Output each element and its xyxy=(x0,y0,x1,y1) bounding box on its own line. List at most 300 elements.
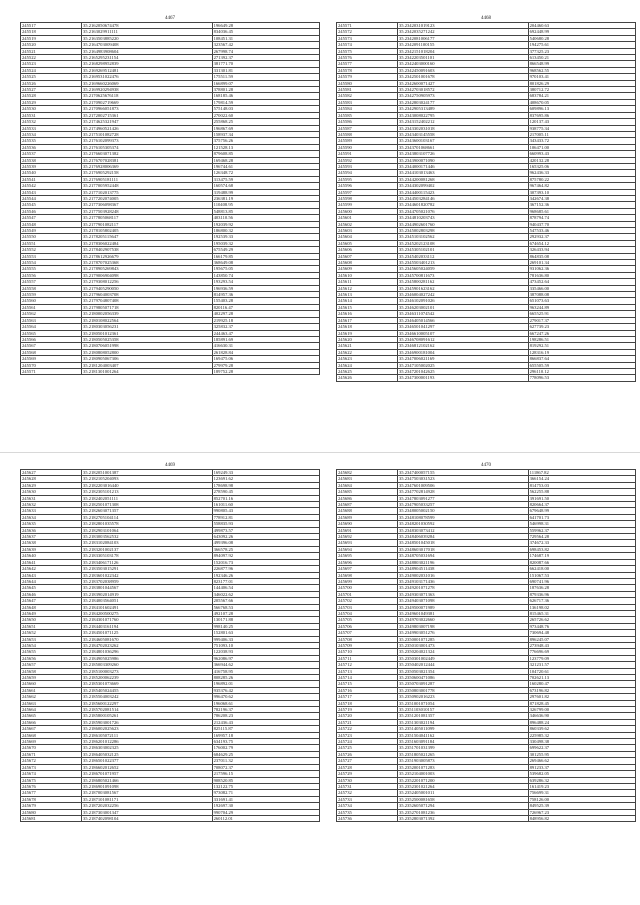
value-cell: 346636.90 xyxy=(528,713,635,719)
value-cell: 820116.47 xyxy=(212,304,319,310)
coordinate-cell: 35.2343152402212 xyxy=(397,119,528,125)
value-cell: 122038.93 xyxy=(212,649,319,655)
coordinate-cell: 35.2349303071363 xyxy=(397,591,528,597)
value-cell: 698453.82 xyxy=(528,546,635,552)
value-cell: 699622.37 xyxy=(528,745,635,751)
row-id-cell: 245649 xyxy=(21,610,82,616)
row-id-cell: 245527 xyxy=(21,87,82,93)
value-cell: 110408.95 xyxy=(212,202,319,208)
row-id-cell: 245545 xyxy=(21,202,82,208)
row-id-cell: 245701 xyxy=(337,591,398,597)
value-cell: 391691.50 xyxy=(528,495,635,501)
page-number: 4469 xyxy=(165,463,175,468)
value-cell: 111867.82 xyxy=(528,470,635,476)
row-id-cell: 245559 xyxy=(21,292,82,298)
value-cell: 692448.99 xyxy=(528,29,635,35)
value-cell: 690741.96 xyxy=(528,578,635,584)
coordinate-cell: 35.2182501071308 xyxy=(81,502,212,508)
value-cell: 151067.53 xyxy=(528,572,635,578)
value-cell: 931062.36 xyxy=(528,266,635,272)
table-row xyxy=(337,375,636,381)
coordinate-cell: 35.2351603091184 xyxy=(397,739,528,745)
row-id-cell: 245721 xyxy=(337,719,398,725)
value-cell: 499873.57 xyxy=(212,527,319,533)
value-cell: 967464.82 xyxy=(528,183,635,189)
page-separator xyxy=(0,452,640,453)
value-cell: 547533.46 xyxy=(528,228,635,234)
coordinate-cell: 35.2176928006369 xyxy=(81,163,212,169)
row-id-cell: 245607 xyxy=(337,253,398,259)
value-cell: 307393.10 xyxy=(528,189,635,195)
value-cell: 962086.97 xyxy=(212,655,319,661)
value-cell: 166179.85 xyxy=(212,253,319,259)
value-cell: 335466.00 xyxy=(528,285,635,291)
coordinate-cell: 35.2343302031018 xyxy=(397,125,528,131)
value-cell: 380712.72 xyxy=(528,87,635,93)
value-cell: 402297.28 xyxy=(212,311,319,317)
value-cell: 673196.82 xyxy=(528,687,635,693)
row-id-cell: 245565 xyxy=(21,330,82,336)
coordinate-cell: 35.2349201071278 xyxy=(397,585,528,591)
row-id-cell: 245619 xyxy=(337,330,398,336)
value-cell: 643092.26 xyxy=(212,534,319,540)
row-id-cell: 245717 xyxy=(337,694,398,700)
row-id-cell: 245648 xyxy=(21,604,82,610)
coordinate-cell: 35.2182402051111 xyxy=(81,495,212,501)
row-id-cell: 245665 xyxy=(21,713,82,719)
value-cell: 160574.68 xyxy=(212,183,319,189)
coordinate-cell: 35.2349103171436 xyxy=(397,578,528,584)
value-cell: 121528.13 xyxy=(212,144,319,150)
row-id-cell: 245571 xyxy=(21,368,82,374)
coordinate-cell: 35.2348603017018 xyxy=(397,546,528,552)
row-id-cell: 245680 xyxy=(21,809,82,815)
row-id-cell: 245624 xyxy=(337,362,398,368)
coordinate-cell: 35.2182305101213 xyxy=(81,489,212,495)
coordinate-cell: 35.2346812102162 xyxy=(397,343,528,349)
value-cell: 205567.66 xyxy=(212,598,319,604)
coordinate-cell: 35.2348108078599 xyxy=(397,514,528,520)
row-id-cell: 245554 xyxy=(21,260,82,266)
row-id-cell: 245576 xyxy=(337,55,398,61)
row-id-cell: 245642 xyxy=(21,566,82,572)
value-cell: 808285.26 xyxy=(212,675,319,681)
value-cell: 296110.12 xyxy=(528,368,635,374)
value-cell: 366944.62 xyxy=(212,662,319,668)
row-id-cell: 245620 xyxy=(337,336,398,342)
row-id-cell: 245573 xyxy=(337,35,398,41)
coordinate-cell: 35.2342035271242 xyxy=(397,29,528,35)
value-cell: 158937.34 xyxy=(212,131,319,137)
coordinate-cell: 35.2347803091277 xyxy=(397,495,528,501)
row-id-cell: 245606 xyxy=(337,247,398,253)
value-cell: 938775.34 xyxy=(528,125,635,131)
row-id-cell: 245639 xyxy=(21,546,82,552)
row-id-cell: 245601 xyxy=(337,215,398,221)
coordinate-cell: 35.2346311074542 xyxy=(397,311,528,317)
row-id-cell: 245584 xyxy=(337,106,398,112)
coordinate-cell: 35.2349903051276 xyxy=(397,630,528,636)
coordinate-cell: 35.2345503401213 xyxy=(397,260,528,266)
value-cell: 908520.85 xyxy=(212,777,319,783)
row-id-cell: 245672 xyxy=(21,758,82,764)
row-id-cell: 245561 xyxy=(21,304,82,310)
value-cell: 279979.28 xyxy=(212,362,319,368)
row-id-cell: 245588 xyxy=(337,131,398,137)
value-cell: 778096.53 xyxy=(528,375,635,381)
value-cell: 378801.28 xyxy=(212,87,319,93)
row-id-cell: 245630 xyxy=(21,489,82,495)
row-id-cell: 245700 xyxy=(337,585,398,591)
row-id-cell: 245667 xyxy=(21,726,82,732)
value-cell: 255868.25 xyxy=(212,119,319,125)
value-cell: 136198.02 xyxy=(528,604,635,610)
data-table xyxy=(336,469,636,822)
row-id-cell: 245542 xyxy=(21,183,82,189)
value-cell: 639286.32 xyxy=(528,777,635,783)
row-id-cell: 245645 xyxy=(21,585,82,591)
coordinate-cell: 35.2180501012361 xyxy=(81,330,212,336)
coordinate-cell: 35.2342750905973 xyxy=(397,93,528,99)
value-cell: 894097.92 xyxy=(212,553,319,559)
row-id-cell: 245684 xyxy=(337,482,398,488)
row-id-cell: 245716 xyxy=(337,687,398,693)
value-cell: 962436.33 xyxy=(528,170,635,176)
value-cell: 297601.82 xyxy=(528,694,635,700)
row-id-cell: 245674 xyxy=(21,771,82,777)
coordinate-cell: 35.2184702023262 xyxy=(81,642,212,648)
coordinate-cell: 35.2180002056339 xyxy=(81,311,212,317)
coordinate-cell: 35.2342091100155 xyxy=(397,42,528,48)
row-id-cell: 245544 xyxy=(21,195,82,201)
row-id-cell: 245658 xyxy=(21,668,82,674)
value-cell: 166899.07 xyxy=(212,80,319,86)
value-cell: 176002.79 xyxy=(212,745,319,751)
row-id-cell: 245531 xyxy=(21,112,82,118)
row-id-cell: 245577 xyxy=(337,61,398,67)
coordinate-cell: 35.2179308012256 xyxy=(81,279,212,285)
coordinate-cell: 35.2183003562532 xyxy=(81,534,212,540)
value-cell: 196649.28 xyxy=(212,23,319,29)
coordinate-cell: 35.2350803001778 xyxy=(397,687,528,693)
row-id-cell: 245696 xyxy=(337,559,398,565)
coordinate-cell: 35.2178306022484 xyxy=(81,240,212,246)
row-id-cell: 245726 xyxy=(337,751,398,757)
value-cell: 963244.89 xyxy=(528,304,635,310)
coordinate-cell: 35.2183601022342 xyxy=(81,572,212,578)
row-id-cell: 245699 xyxy=(337,578,398,584)
row-id-cell: 245541 xyxy=(21,176,82,182)
coordinate-cell: 35.2352104001003 xyxy=(397,771,528,777)
coordinate-cell: 35.2346610005107 xyxy=(397,330,528,336)
value-cell: 558835.93 xyxy=(212,521,319,527)
coordinate-cell: 35.2185100003273 xyxy=(81,668,212,674)
value-cell: 679648.99 xyxy=(528,508,635,514)
coordinate-cell: 35.2183702038959 xyxy=(81,578,212,584)
coordinate-cell: 35.2177005952448 xyxy=(81,183,212,189)
value-cell: 192539.33 xyxy=(212,234,319,240)
coordinate-cell: 35.2169920294938 xyxy=(81,87,212,93)
data-table xyxy=(336,22,636,382)
row-id-cell: 245564 xyxy=(21,324,82,330)
coordinate-cell: 35.2342501001678 xyxy=(397,74,528,80)
coordinate-cell: 35.2350204021324 xyxy=(397,649,528,655)
row-id-cell: 245574 xyxy=(337,42,398,48)
value-cell: 217596.15 xyxy=(212,771,319,777)
value-cell: 778912.81 xyxy=(212,514,319,520)
value-cell: 866837.64 xyxy=(528,356,635,362)
row-id-cell: 245626 xyxy=(337,375,398,381)
row-id-cell: 245571 xyxy=(337,23,398,29)
value-cell: 871828.45 xyxy=(528,700,635,706)
coordinate-cell: 35.2163029911111 xyxy=(81,29,212,35)
row-id-cell: 245677 xyxy=(21,790,82,796)
value-cell: 782196.37 xyxy=(212,707,319,713)
value-cell: 820087.66 xyxy=(528,559,635,565)
coordinate-cell: 35.2185903001726 xyxy=(81,719,212,725)
value-cell: 667247.26 xyxy=(528,330,635,336)
row-id-cell: 245668 xyxy=(21,732,82,738)
value-cell: 196867.69 xyxy=(212,125,319,131)
coordinate-cell: 35.2185200062239 xyxy=(81,675,212,681)
coordinate-cell: 35.2351103010157 xyxy=(397,707,528,713)
value-cell: 321231.57 xyxy=(528,662,635,668)
coordinate-cell: 35.2184301071760 xyxy=(81,617,212,623)
coordinate-cell: 35.2342600071427 xyxy=(397,80,528,86)
value-cell: 169249.33 xyxy=(212,470,319,476)
row-id-cell: 245710 xyxy=(337,649,398,655)
row-id-cell: 245518 xyxy=(21,29,82,35)
row-id-cell: 245725 xyxy=(337,745,398,751)
coordinate-cell: 35.2186602012652 xyxy=(81,764,212,770)
value-cell: 675549.29 xyxy=(212,247,319,253)
value-cell: 999406.33 xyxy=(212,636,319,642)
coordinate-cell: 35.2176105305374 xyxy=(81,144,212,150)
coordinate-cell: 35.2180808052800 xyxy=(81,349,212,355)
coordinate-cell: 35.2345103102562 xyxy=(397,234,528,240)
table-row xyxy=(337,815,636,821)
coordinate-cell: 35.2187003081567 xyxy=(81,790,212,796)
row-id-cell: 245727 xyxy=(337,758,398,764)
row-id-cell: 245676 xyxy=(21,783,82,789)
row-id-cell: 245652 xyxy=(21,630,82,636)
row-id-cell: 245634 xyxy=(21,514,82,520)
coordinate-cell: 35.2351903005873 xyxy=(397,758,528,764)
row-id-cell: 245635 xyxy=(21,521,82,527)
value-cell: 368649.08 xyxy=(212,260,319,266)
row-id-cell: 245644 xyxy=(21,578,82,584)
row-id-cell: 245728 xyxy=(337,764,398,770)
row-id-cell: 245637 xyxy=(21,534,82,540)
value-cell: 323567.42 xyxy=(212,42,319,48)
value-cell: 237011.32 xyxy=(212,758,319,764)
coordinate-cell: 35.2163503885220 xyxy=(81,35,212,41)
coordinate-cell: 35.2348501045018 xyxy=(397,540,528,546)
coordinate-cell: 35.2186201012286 xyxy=(81,739,212,745)
coordinate-cell: 35.2165295231154 xyxy=(81,55,212,61)
value-cell: 123779.09 xyxy=(528,655,635,661)
value-cell: 973448.76 xyxy=(528,623,635,629)
row-id-cell: 245643 xyxy=(21,572,82,578)
row-id-cell: 245610 xyxy=(337,272,398,278)
coordinate-cell: 35.2352301021264 xyxy=(397,783,528,789)
row-id-cell: 245631 xyxy=(21,495,82,501)
row-id-cell: 245666 xyxy=(21,719,82,725)
value-cell: 169957.18 xyxy=(212,732,319,738)
value-cell: 492107.28 xyxy=(212,610,319,616)
coordinate-cell: 35.2169660226069 xyxy=(81,80,212,86)
coordinate-cell: 35.2344705021076 xyxy=(397,208,528,214)
row-id-cell: 245663 xyxy=(21,700,82,706)
value-cell: 196936.59 xyxy=(212,285,319,291)
coordinate-cell: 35.2174625321947 xyxy=(81,119,212,125)
value-cell: 408670.05 xyxy=(528,99,635,105)
row-id-cell: 245632 xyxy=(21,502,82,508)
value-cell: 641701.73 xyxy=(528,514,635,520)
coordinate-cell: 35.2344601820782 xyxy=(397,202,528,208)
row-id-cell: 245712 xyxy=(337,662,398,668)
row-id-cell: 245543 xyxy=(21,189,82,195)
coordinate-cell: 35.2162050674478 xyxy=(81,23,212,29)
coordinate-cell: 35.2185600122297 xyxy=(81,700,212,706)
row-id-cell: 245629 xyxy=(21,482,82,488)
value-cell: 626717.36 xyxy=(528,598,635,604)
row-id-cell: 245657 xyxy=(21,662,82,668)
row-id-cell: 245679 xyxy=(21,803,82,809)
coordinate-cell: 35.2343701068661 xyxy=(397,144,528,150)
row-id-cell: 245594 xyxy=(337,170,398,176)
row-id-cell: 245580 xyxy=(337,80,398,86)
value-cell: 609896.13 xyxy=(528,106,635,112)
row-id-cell: 245655 xyxy=(21,649,82,655)
value-cell: 539682.05 xyxy=(528,771,635,777)
coordinate-cell: 35.2345700811673 xyxy=(397,272,528,278)
coordinate-cell: 35.2345002803298 xyxy=(397,228,528,234)
coordinate-cell: 35.2348904511438 xyxy=(397,566,528,572)
coordinate-cell: 35.2177503928248 xyxy=(81,208,212,214)
coordinate-cell: 35.2352803071392 xyxy=(397,815,528,821)
value-cell: 562255.88 xyxy=(528,489,635,495)
coordinate-cell: 35.2179604003708 xyxy=(81,292,212,298)
row-id-cell: 245598 xyxy=(337,195,398,201)
coordinate-cell: 35.2182051001387 xyxy=(81,470,212,476)
row-id-cell: 245659 xyxy=(21,675,82,681)
row-id-cell: 245650 xyxy=(21,617,82,623)
value-cell: 879608.85 xyxy=(212,151,319,157)
value-cell: 878794.74 xyxy=(528,215,635,221)
coordinate-cell: 35.2343900071090 xyxy=(397,157,528,163)
row-id-cell: 245686 xyxy=(337,495,398,501)
coordinate-cell: 35.2177102013775 xyxy=(81,189,212,195)
value-cell: 729564.28 xyxy=(528,534,635,540)
page-4469 xyxy=(20,462,320,822)
coordinate-cell: 35.2351201081357 xyxy=(397,713,528,719)
coordinate-cell: 35.2350301002449 xyxy=(397,655,528,661)
row-id-cell: 245687 xyxy=(337,502,398,508)
value-cell: 834036.45 xyxy=(212,29,319,35)
value-cell: 367152.36 xyxy=(528,202,635,208)
value-cell: 330498.38 xyxy=(528,739,635,745)
row-id-cell: 245529 xyxy=(21,99,82,105)
page-4467 xyxy=(20,15,320,375)
value-cell: 662418.00 xyxy=(528,566,635,572)
value-cell: 292932.37 xyxy=(528,234,635,240)
value-cell: 655505.59 xyxy=(528,362,635,368)
row-id-cell: 245534 xyxy=(21,131,82,137)
value-cell: 313475.59 xyxy=(212,176,319,182)
row-id-cell: 245724 xyxy=(337,739,398,745)
coordinate-cell: 35.2187202032256 xyxy=(81,803,212,809)
coordinate-cell: 35.2178905269843 xyxy=(81,266,212,272)
coordinate-cell: 35.2183503015291 xyxy=(81,566,212,572)
row-id-cell: 245600 xyxy=(337,208,398,214)
coordinate-cell: 35.2349500071989 xyxy=(397,604,528,610)
row-id-cell: 245633 xyxy=(21,508,82,514)
value-cell: 559962.37 xyxy=(528,527,635,533)
row-id-cell: 245599 xyxy=(337,202,398,208)
value-cell: 104720.61 xyxy=(528,668,635,674)
coordinate-cell: 35.2186405032125 xyxy=(81,751,212,757)
row-id-cell: 245530 xyxy=(21,106,82,112)
value-cell: 267998.74 xyxy=(212,48,319,54)
value-cell: 665525.91 xyxy=(528,311,635,317)
row-id-cell: 245621 xyxy=(337,343,398,349)
page-number: 4467 xyxy=(165,16,175,21)
row-id-cell: 245660 xyxy=(21,681,82,687)
coordinate-cell: 35.2349803007198 xyxy=(397,623,528,629)
row-id-cell: 245593 xyxy=(337,163,398,169)
row-id-cell: 245719 xyxy=(337,707,398,713)
value-cell: 343433.72 xyxy=(528,138,635,144)
row-id-cell: 245592 xyxy=(337,157,398,163)
coordinate-cell: 35.2352500081658 xyxy=(397,796,528,802)
value-cell: 192346.26 xyxy=(212,572,319,578)
value-cell: 144406.54 xyxy=(212,585,319,591)
value-cell: 726967.23 xyxy=(528,809,635,815)
coordinate-cell: 35.2343600103167 xyxy=(397,138,528,144)
coordinate-cell: 35.2344000171446 xyxy=(397,163,528,169)
row-id-cell: 245578 xyxy=(337,67,398,73)
value-cell: 169475.06 xyxy=(212,356,319,362)
value-cell: 185891.69 xyxy=(212,336,319,342)
coordinate-cell: 35.2177202074005 xyxy=(81,195,212,201)
coordinate-cell: 35.2170966051873 xyxy=(81,106,212,112)
coordinate-cell: 35.2169269512481 xyxy=(81,67,212,73)
coordinate-cell: 35.2351701031399 xyxy=(397,745,528,751)
coordinate-cell: 35.2348005002150 xyxy=(397,508,528,514)
coordinate-cell: 35.2349703022660 xyxy=(397,617,528,623)
value-cell: 123691.62 xyxy=(212,476,319,482)
value-cell: 128316.19 xyxy=(528,349,635,355)
coordinate-cell: 35.2352605071294 xyxy=(397,803,528,809)
value-cell: 730694.48 xyxy=(528,630,635,636)
row-id-cell: 245567 xyxy=(21,343,82,349)
row-id-cell: 245548 xyxy=(21,221,82,227)
row-id-cell: 245616 xyxy=(337,311,398,317)
coordinate-cell: 35.2349601049381 xyxy=(397,610,528,616)
row-id-cell: 245711 xyxy=(337,655,398,661)
value-cell: 473452.64 xyxy=(528,279,635,285)
value-cell: 499396.08 xyxy=(212,540,319,546)
value-cell: 896245.07 xyxy=(528,636,635,642)
value-cell: 126348.72 xyxy=(212,170,319,176)
row-id-cell: 245654 xyxy=(21,642,82,648)
coordinate-cell: 35.2186105072111 xyxy=(81,732,212,738)
row-id-cell: 245675 xyxy=(21,777,82,783)
row-id-cell: 245596 xyxy=(337,183,398,189)
value-cell: 381771.70 xyxy=(212,61,319,67)
coordinate-cell: 35.2348705031694 xyxy=(397,553,528,559)
